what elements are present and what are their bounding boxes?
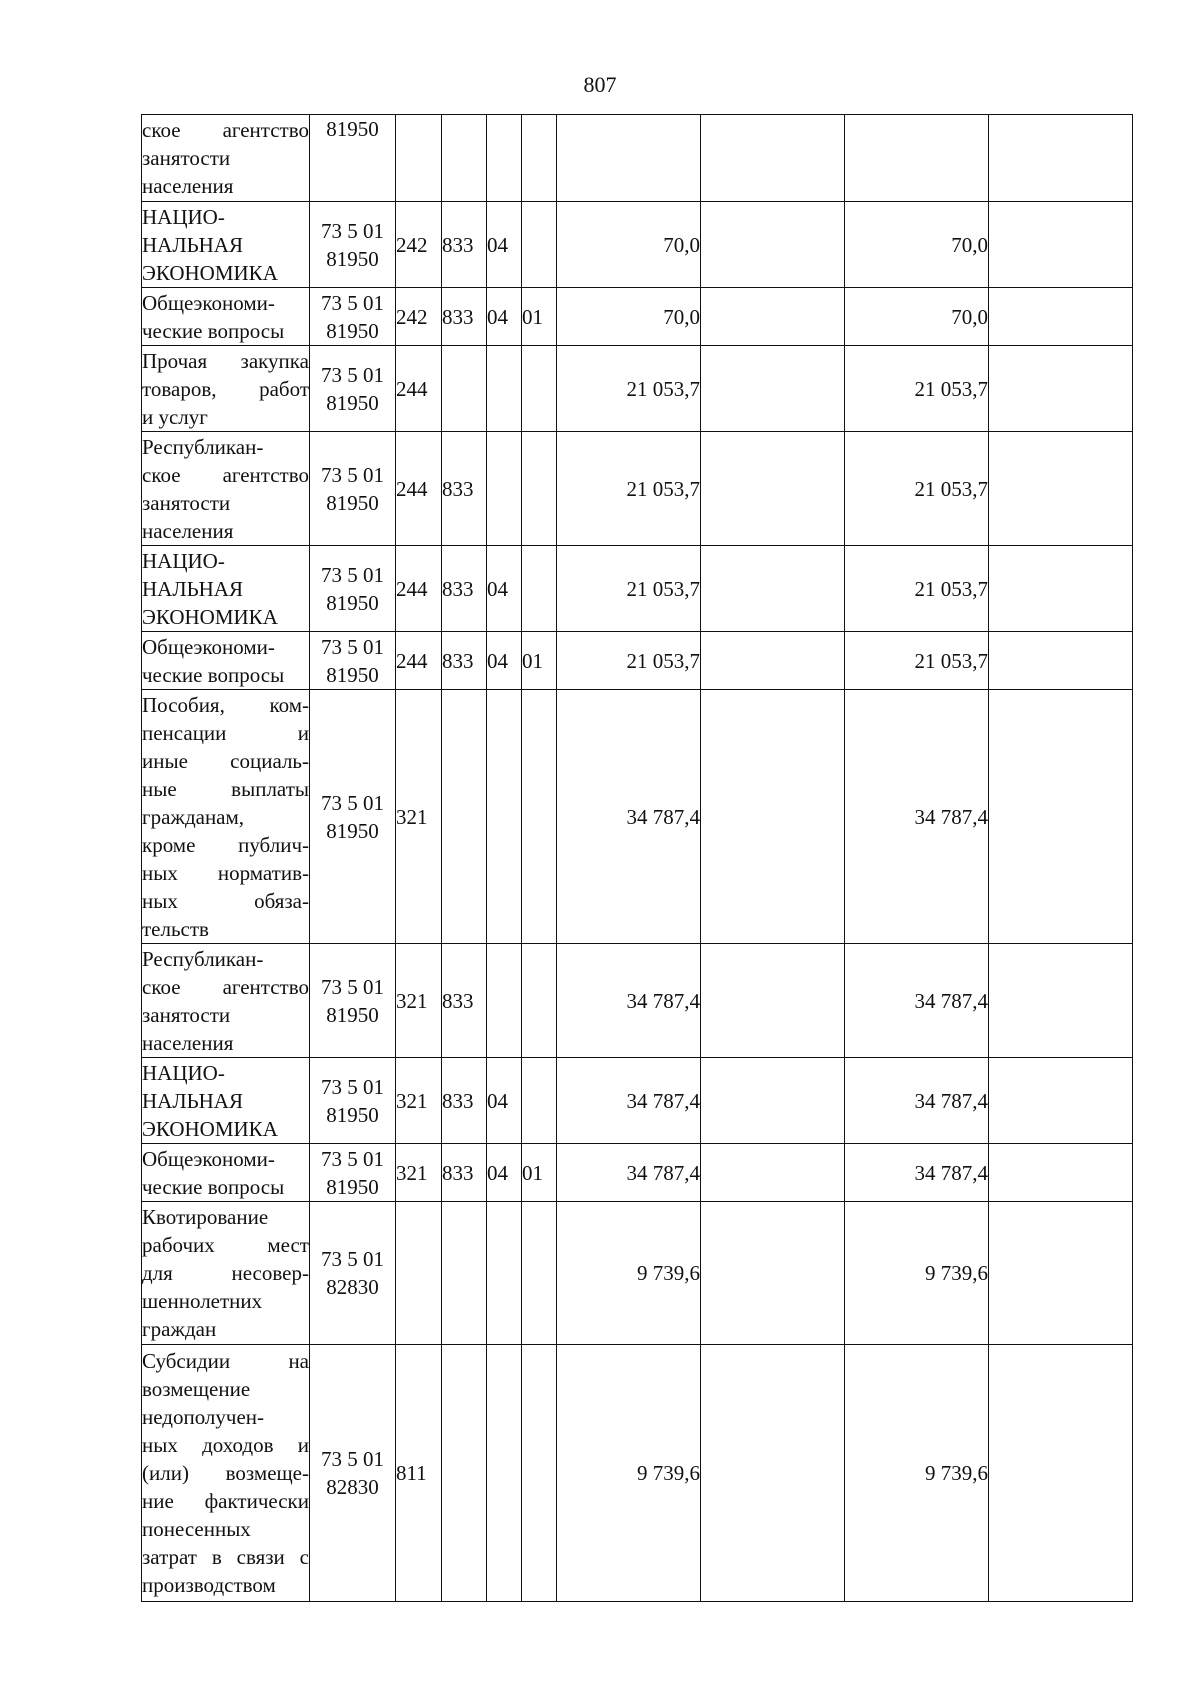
row-target-code-line: 81950 [326, 318, 379, 343]
row-subsection-cell [522, 115, 557, 202]
row-name-line: Пособия, ком- [142, 692, 309, 717]
row-target-code-cell [310, 1202, 396, 1345]
row-expense-type-cell: 321 [396, 944, 442, 1058]
row-target-code-cell [310, 632, 396, 690]
row-expense-type-cell: 244 [396, 546, 442, 632]
row-amount-cell-3: 34 787,4 [845, 944, 989, 1058]
row-amount-cell-1: 34 787,4 [557, 690, 701, 944]
row-name-line: тельств [142, 916, 209, 941]
row-name-line: производством [142, 1573, 276, 1597]
row-name-line: НАЛЬНАЯ [142, 1088, 243, 1113]
row-amount-cell-1 [557, 115, 701, 202]
row-name-line: занятости [142, 490, 231, 515]
table-row [142, 632, 1133, 690]
table-body [142, 115, 1133, 1602]
row-ministry-code-cell: 833 [442, 546, 487, 632]
row-name-line: ных обяза- [142, 888, 309, 913]
row-amount-cell-1: 34 787,4 [557, 944, 701, 1058]
row-name-line: занятости [142, 1002, 231, 1027]
row-name-line: НАЛЬНАЯ [142, 232, 243, 257]
row-amount-cell-2 [701, 115, 845, 202]
row-name-line: рабочих мест [142, 1233, 309, 1257]
row-amount-cell-3: 34 787,4 [845, 690, 989, 944]
row-section-cell [487, 1202, 522, 1345]
row-name-line: НАЦИО- [142, 1060, 225, 1085]
row-name-line: ческие вопросы [142, 662, 285, 687]
row-amount-cell-4 [989, 632, 1133, 690]
row-amount-cell-1: 21 053,7 [557, 546, 701, 632]
row-name-line: ское агентство [142, 118, 309, 142]
row-amount-cell-3: 21 053,7 [845, 632, 989, 690]
row-name-line: НАЛЬНАЯ [142, 576, 243, 601]
row-target-code-line: 73 5 01 [321, 634, 384, 659]
page-number: 807 [583, 72, 617, 97]
row-subsection-cell [522, 944, 557, 1058]
row-name-line: Субсидии на [142, 1349, 309, 1373]
row-amount-cell-2 [701, 1058, 845, 1144]
row-name-cell [142, 1345, 310, 1602]
row-amount-cell-3: 70,0 [845, 288, 989, 346]
row-amount-cell-1: 21 053,7 [557, 632, 701, 690]
row-target-code-cell [310, 1144, 396, 1202]
row-amount-cell-3: 9 739,6 [845, 1202, 989, 1345]
row-name-line: НАЦИО- [142, 548, 225, 573]
row-target-code-line: 81950 [326, 662, 379, 687]
table-row [142, 1058, 1133, 1144]
row-section-cell [487, 690, 522, 944]
row-subsection-cell [522, 1345, 557, 1602]
row-name-line: Республикан- [142, 434, 264, 459]
row-target-code-cell [310, 202, 396, 288]
row-name-cell [142, 546, 310, 632]
row-target-code-cell [310, 1345, 396, 1602]
row-target-code-line: 73 5 01 [321, 462, 384, 487]
row-expense-type-cell: 321 [396, 1144, 442, 1202]
row-expense-type-cell: 242 [396, 288, 442, 346]
row-ministry-code-cell [442, 115, 487, 202]
row-amount-cell-1: 9 739,6 [557, 1202, 701, 1345]
row-subsection-cell [522, 346, 557, 432]
row-name-line: населения [142, 174, 234, 198]
row-amount-cell-3: 34 787,4 [845, 1144, 989, 1202]
table-row [142, 346, 1133, 432]
table-row [142, 690, 1133, 944]
row-amount-cell-3: 21 053,7 [845, 546, 989, 632]
row-amount-cell-3: 34 787,4 [845, 1058, 989, 1144]
row-target-code-cell [310, 546, 396, 632]
row-target-code-line: 73 5 01 [321, 1447, 384, 1471]
row-section-cell: 04 [487, 546, 522, 632]
row-expense-type-cell [396, 1202, 442, 1345]
row-name-line: Общеэкономи- [142, 1146, 275, 1171]
row-amount-cell-4 [989, 1202, 1133, 1345]
row-amount-cell-4 [989, 288, 1133, 346]
row-name-line: иные социаль- [142, 748, 309, 773]
row-subsection-cell [522, 546, 557, 632]
row-target-code-line: 81950 [326, 490, 379, 515]
row-target-code-line: 81950 [326, 246, 379, 271]
row-name-cell [142, 632, 310, 690]
row-subsection-cell: 01 [522, 1144, 557, 1202]
row-subsection-cell [522, 690, 557, 944]
row-amount-cell-1: 34 787,4 [557, 1058, 701, 1144]
row-name-cell [142, 432, 310, 546]
row-name-line: ных доходов и [142, 1433, 309, 1457]
row-subsection-cell [522, 1202, 557, 1345]
row-amount-cell-4 [989, 944, 1133, 1058]
row-section-cell: 04 [487, 632, 522, 690]
row-name-cell [142, 288, 310, 346]
row-name-line: недополучен- [142, 1405, 265, 1429]
row-target-code-cell [310, 115, 396, 202]
row-target-code-cell [310, 432, 396, 546]
row-ministry-code-cell: 833 [442, 944, 487, 1058]
row-amount-cell-3: 21 053,7 [845, 432, 989, 546]
row-subsection-cell [522, 202, 557, 288]
table-row [142, 944, 1133, 1058]
row-name-line: ческие вопросы [142, 318, 285, 343]
row-target-code-cell [310, 346, 396, 432]
row-amount-cell-2 [701, 432, 845, 546]
row-amount-cell-1: 70,0 [557, 288, 701, 346]
row-amount-cell-2 [701, 202, 845, 288]
row-name-cell [142, 1144, 310, 1202]
row-amount-cell-4 [989, 546, 1133, 632]
row-name-line: Республикан- [142, 946, 264, 971]
row-ministry-code-cell: 833 [442, 632, 487, 690]
row-name-line: возмещение [142, 1377, 251, 1401]
table-row [142, 1144, 1133, 1202]
row-amount-cell-2 [701, 288, 845, 346]
row-name-line: кроме публич- [142, 832, 309, 857]
row-name-line: понесенных [142, 1517, 251, 1541]
row-amount-cell-1: 34 787,4 [557, 1144, 701, 1202]
row-amount-cell-4 [989, 346, 1133, 432]
row-amount-cell-3 [845, 115, 989, 202]
row-target-code-line: 73 5 01 [321, 790, 384, 815]
row-name-line: ЭКОНОМИКА [142, 1116, 278, 1141]
row-name-cell [142, 1202, 310, 1345]
row-name-line: ние фактически [142, 1489, 309, 1513]
row-name-cell [142, 1058, 310, 1144]
row-section-cell [487, 1345, 522, 1602]
row-name-line: Квотирование [142, 1205, 269, 1229]
row-target-code-line: 82830 [326, 1275, 379, 1299]
row-name-line: ные выплаты [142, 776, 309, 801]
row-expense-type-cell: 244 [396, 346, 442, 432]
row-expense-type-cell: 244 [396, 432, 442, 546]
row-target-code-line: 81950 [326, 117, 379, 141]
row-section-cell: 04 [487, 1058, 522, 1144]
row-name-line: пенсации и [142, 720, 309, 745]
row-target-code-cell [310, 1058, 396, 1144]
row-section-cell: 04 [487, 1144, 522, 1202]
row-expense-type-cell: 242 [396, 202, 442, 288]
row-expense-type-cell: 321 [396, 1058, 442, 1144]
row-name-line: затрат в связи с [142, 1545, 309, 1569]
row-amount-cell-2 [701, 944, 845, 1058]
row-subsection-cell [522, 432, 557, 546]
row-amount-cell-4 [989, 202, 1133, 288]
row-subsection-cell: 01 [522, 288, 557, 346]
row-name-line: ское агентство [142, 974, 309, 999]
row-target-code-line: 73 5 01 [321, 290, 384, 315]
row-amount-cell-2 [701, 632, 845, 690]
row-name-line: ных норматив- [142, 860, 309, 885]
row-name-line: (или) возмеще- [142, 1461, 309, 1485]
row-subsection-cell [522, 1058, 557, 1144]
row-amount-cell-1: 21 053,7 [557, 346, 701, 432]
row-ministry-code-cell [442, 1345, 487, 1602]
row-target-code-cell [310, 690, 396, 944]
row-expense-type-cell: 244 [396, 632, 442, 690]
row-target-code-line: 73 5 01 [321, 1247, 384, 1271]
row-target-code-line: 81950 [326, 818, 379, 843]
row-name-cell [142, 690, 310, 944]
row-name-cell [142, 346, 310, 432]
row-name-line: ЭКОНОМИКА [142, 604, 278, 629]
row-target-code-line: 73 5 01 [321, 974, 384, 999]
row-name-line: Прочая закупка [142, 348, 309, 373]
row-amount-cell-1: 70,0 [557, 202, 701, 288]
row-amount-cell-3: 21 053,7 [845, 346, 989, 432]
row-expense-type-cell: 321 [396, 690, 442, 944]
row-name-line: шеннолетних [142, 1289, 263, 1313]
row-target-code-line: 82830 [326, 1475, 379, 1499]
row-amount-cell-4 [989, 1345, 1133, 1602]
row-section-cell [487, 944, 522, 1058]
row-ministry-code-cell: 833 [442, 288, 487, 346]
row-name-line: НАЦИО- [142, 204, 225, 229]
row-amount-cell-1: 21 053,7 [557, 432, 701, 546]
row-amount-cell-2 [701, 690, 845, 944]
row-name-cell [142, 944, 310, 1058]
row-amount-cell-4 [989, 690, 1133, 944]
row-amount-cell-2 [701, 546, 845, 632]
table-row [142, 1345, 1133, 1602]
row-target-code-cell [310, 944, 396, 1058]
row-section-cell: 04 [487, 202, 522, 288]
row-name-line: занятости [142, 146, 231, 170]
row-subsection-cell: 01 [522, 632, 557, 690]
row-expense-type-cell: 811 [396, 1345, 442, 1602]
row-amount-cell-2 [701, 1345, 845, 1602]
row-name-line: гражданам, [142, 804, 245, 829]
table-row [142, 115, 1133, 202]
row-amount-cell-2 [701, 1144, 845, 1202]
row-amount-cell-4 [989, 1144, 1133, 1202]
row-name-line: товаров, работ [142, 376, 309, 401]
row-target-code-line: 81950 [326, 390, 379, 415]
row-section-cell [487, 346, 522, 432]
table-row [142, 546, 1133, 632]
table-row [142, 1202, 1133, 1345]
row-target-code-line: 81950 [326, 1174, 379, 1199]
row-target-code-line: 73 5 01 [321, 362, 384, 387]
row-ministry-code-cell [442, 690, 487, 944]
row-name-cell [142, 202, 310, 288]
row-amount-cell-4 [989, 115, 1133, 202]
row-amount-cell-4 [989, 432, 1133, 546]
row-name-cell [142, 115, 310, 202]
row-expense-type-cell [396, 115, 442, 202]
table-row [142, 432, 1133, 546]
table-row [142, 288, 1133, 346]
row-ministry-code-cell [442, 1202, 487, 1345]
row-name-line: населения [142, 1030, 234, 1055]
row-amount-cell-2 [701, 346, 845, 432]
row-target-code-line: 81950 [326, 1102, 379, 1127]
row-name-line: ческие вопросы [142, 1174, 285, 1199]
row-name-line: ское агентство [142, 462, 309, 487]
row-amount-cell-1: 9 739,6 [557, 1345, 701, 1602]
row-name-line: и услуг [142, 404, 208, 429]
row-ministry-code-cell: 833 [442, 1058, 487, 1144]
row-ministry-code-cell: 833 [442, 1144, 487, 1202]
row-section-cell [487, 432, 522, 546]
row-amount-cell-3: 9 739,6 [845, 1345, 989, 1602]
row-ministry-code-cell: 833 [442, 202, 487, 288]
row-target-code-line: 73 5 01 [321, 562, 384, 587]
row-target-code-cell [310, 288, 396, 346]
row-ministry-code-cell: 833 [442, 432, 487, 546]
row-name-line: ЭКОНОМИКА [142, 260, 278, 285]
row-name-line: населения [142, 518, 234, 543]
row-target-code-line: 81950 [326, 590, 379, 615]
row-target-code-line: 73 5 01 [321, 218, 384, 243]
row-name-line: граждан [142, 1317, 217, 1341]
row-target-code-line: 73 5 01 [321, 1146, 384, 1171]
row-ministry-code-cell [442, 346, 487, 432]
table-row [142, 202, 1133, 288]
row-target-code-line: 81950 [326, 1002, 379, 1027]
row-name-line: Общеэкономи- [142, 634, 275, 659]
row-name-line: Общеэкономи- [142, 290, 275, 315]
row-amount-cell-2 [701, 1202, 845, 1345]
row-section-cell: 04 [487, 288, 522, 346]
budget-table [141, 114, 1133, 1602]
row-section-cell [487, 115, 522, 202]
row-amount-cell-3: 70,0 [845, 202, 989, 288]
row-amount-cell-4 [989, 1058, 1133, 1144]
row-name-line: для несовер- [142, 1261, 309, 1285]
row-target-code-line: 73 5 01 [321, 1074, 384, 1099]
